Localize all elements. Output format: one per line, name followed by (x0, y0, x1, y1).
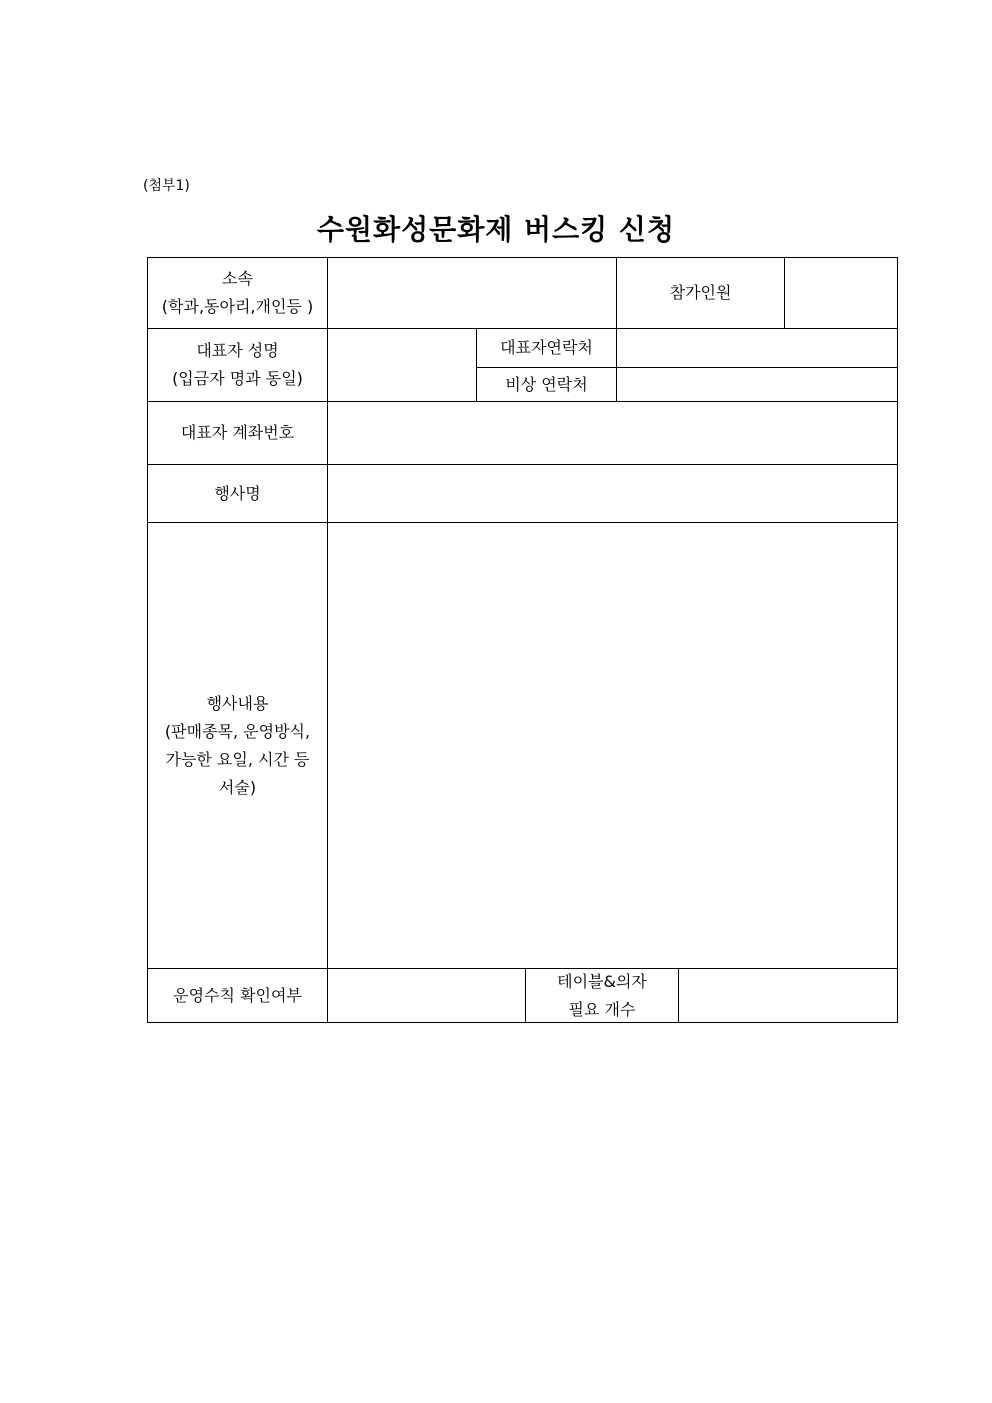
event-content-label: 행사내용 (206, 693, 269, 713)
affiliation-input-cell[interactable] (328, 258, 616, 328)
rep-name-sublabel: (입금자 명과 동일) (172, 369, 303, 388)
participants-label-cell (617, 258, 784, 328)
account-label-cell (148, 402, 327, 464)
account-label: 대표자 계좌번호 (180, 423, 295, 442)
rep-name-label-cell (148, 329, 327, 401)
table-border-bottom (147, 1022, 898, 1023)
emergency-contact-input-cell[interactable] (617, 368, 897, 401)
table-chair-input-cell[interactable] (679, 969, 897, 1022)
event-content-hint-line: 가능한 요일, 시간 등 (165, 749, 310, 769)
event-content-hint-line: (판매종목, 운영방식, (164, 721, 311, 741)
account-input-cell[interactable] (328, 402, 897, 464)
table-border-right (897, 257, 898, 1023)
rules-check-label: 운영수칙 확인여부 (173, 985, 302, 1005)
rules-check-label-cell (148, 969, 327, 1022)
rep-contact-label: 대표자연락처 (500, 338, 593, 357)
rep-name-label: 대표자 성명 (196, 341, 279, 360)
event-content-label-cell (148, 523, 327, 968)
event-name-input-cell[interactable] (328, 465, 897, 522)
affiliation-label-cell (148, 258, 327, 328)
emergency-contact-label-cell (477, 368, 616, 401)
table-chair-label-line1: 테이블&의자 (557, 971, 647, 991)
affiliation-sublabel: (학과,동아리,개인등 ) (161, 297, 314, 316)
event-content-input-cell[interactable] (328, 523, 897, 968)
rep-contact-label-cell (477, 329, 616, 367)
event-name-label-cell (148, 465, 327, 522)
emergency-contact-label: 비상 연락처 (505, 374, 588, 394)
attachment-label: (첨부1) (143, 178, 190, 194)
affiliation-label: 소속 (222, 269, 253, 288)
form-title: 수원화성문화제 버스킹 신청 (316, 213, 676, 246)
rules-check-input-cell[interactable] (328, 969, 525, 1022)
event-content-hint-line: 서술) (218, 777, 257, 797)
participants-label: 참가인원 (669, 283, 732, 302)
rep-contact-input-cell[interactable] (617, 329, 897, 367)
event-name-label: 행사명 (214, 483, 261, 503)
table-chair-label-line2: 필요 개수 (568, 999, 636, 1019)
table-chair-label-cell (526, 969, 678, 1022)
participants-input-cell[interactable] (785, 258, 897, 328)
rep-name-input-cell[interactable] (328, 329, 476, 401)
